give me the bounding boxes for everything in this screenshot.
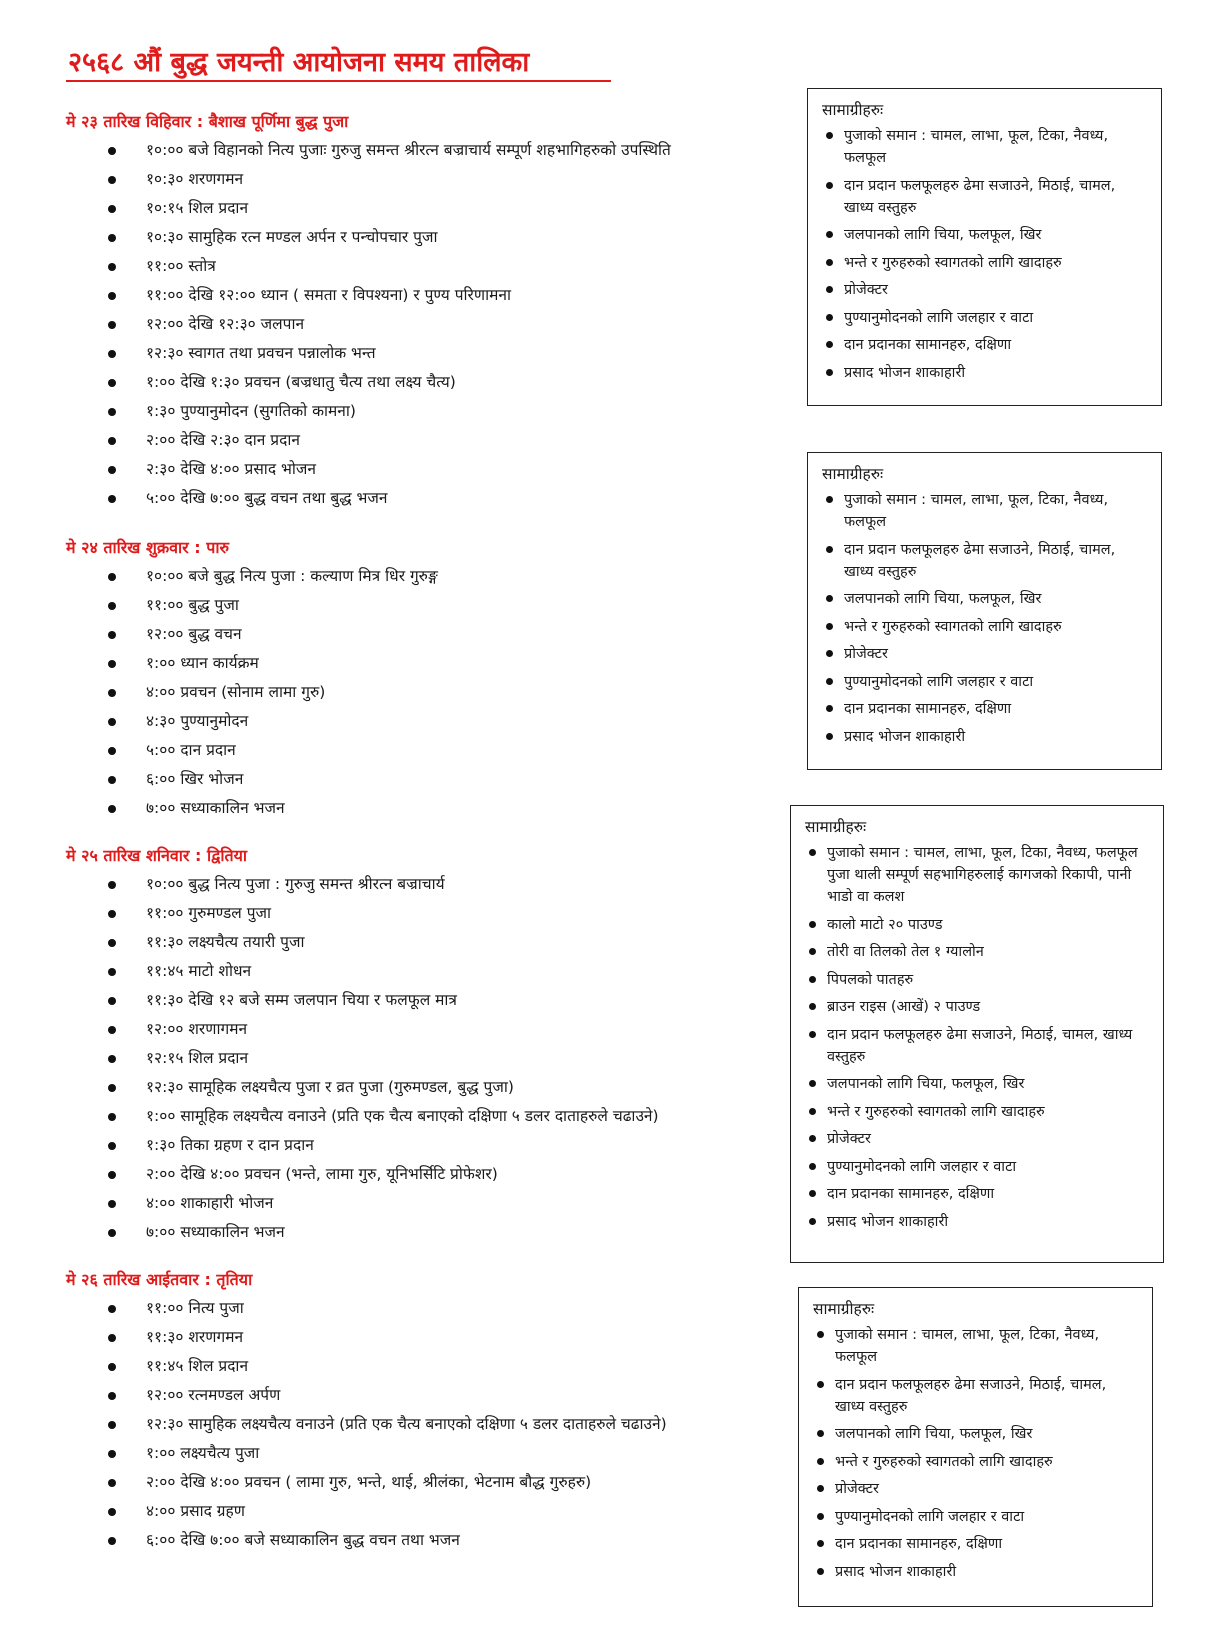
material-item: प्रोजेक्टर <box>813 1478 1140 1500</box>
schedule-item: १०:३० सामुहिक रत्न मण्डल अर्पन र पन्चोपचार पुजा <box>0 223 671 252</box>
schedule-item: ११:०० स्तोत्र <box>0 252 671 281</box>
material-item: दान प्रदान फलफूलहरु ढेमा सजाउने, मिठाई, चामल, खाध्य वस्तुहरु <box>822 175 1149 219</box>
material-item: प्रसाद भोजन शाकाहारी <box>805 1211 1151 1233</box>
material-item: भन्ते र गुरुहरुको स्वागतको लागि खादाहरु <box>822 616 1149 638</box>
materials-box-2 <box>807 452 1162 770</box>
materials-box-title: सामाग्रीहरुः <box>805 818 867 836</box>
schedule-item: ६:०० खिर भोजन <box>0 765 438 794</box>
material-item: दान प्रदानका सामानहरु, दक्षिणा <box>813 1533 1140 1555</box>
materials-list <box>805 842 1151 1233</box>
schedule-item: १:३० तिका ग्रहण र दान प्रदान <box>0 1131 659 1160</box>
schedule-item: ४:०० प्रसाद ग्रहण <box>0 1497 667 1526</box>
schedule-item: १२:०० शरणागमन <box>0 1015 659 1044</box>
day-heading-4: मे २६ तारिख आईतवार : तृतिया <box>66 1270 253 1289</box>
schedule-item: २:०० देखि ४:०० प्रवचन (भन्ते, लामा गुरु, यूनिभर्सिटि प्रोफेशर) <box>0 1160 659 1189</box>
material-item: पुण्यानुमोदनको लागि जलहार र वाटा <box>822 307 1149 329</box>
material-item: कालो माटो २० पाउण्ड <box>805 914 1151 936</box>
material-item: भन्ते र गुरुहरुको स्वागतको लागि खादाहरु <box>813 1451 1140 1473</box>
schedule-item: १२:३० सामूहिक लक्ष्यचैत्य पुजा र व्रत पुजा (गुरुमण्डल, बुद्ध पुजा) <box>0 1073 659 1102</box>
schedule-item: १२:१५ शिल प्रदान <box>0 1044 659 1073</box>
schedule-item: ११:०० देखि १२:०० ध्यान ( समता र विपश्यना) र पुण्य परिणामना <box>0 281 671 310</box>
day-heading-2: मे २४ तारिख शुक्रवार : पारु <box>66 538 230 557</box>
schedule-item: ११:३० शरणगमन <box>0 1323 667 1352</box>
material-item: प्रसाद भोजन शाकाहारी <box>822 726 1149 748</box>
material-item: प्रोजेक्टर <box>805 1128 1151 1150</box>
material-item: पुण्यानुमोदनको लागि जलहार र वाटा <box>813 1506 1140 1528</box>
schedule-item: ४:३० पुण्यानुमोदन <box>0 707 438 736</box>
schedule-item: ४:०० प्रवचन (सोनाम लामा गुरु) <box>0 678 438 707</box>
material-item: पुण्यानुमोदनको लागि जलहार र वाटा <box>805 1156 1151 1178</box>
schedule-item: १२:०० रत्नमण्डल अर्पण <box>0 1381 667 1410</box>
material-item: जलपानको लागि चिया, फलफूल, खिर <box>813 1423 1140 1445</box>
schedule-item: १०:१५ शिल प्रदान <box>0 194 671 223</box>
material-item: दान प्रदानका सामानहरु, दक्षिणा <box>805 1183 1151 1205</box>
schedule-item: १२:३० स्वागत तथा प्रवचन पन्नालोक भन्त <box>0 339 671 368</box>
title-underline <box>66 80 611 82</box>
schedule-item: ५:०० दान प्रदान <box>0 736 438 765</box>
schedule-item: १०:०० बजे बुद्ध नित्य पुजा : कल्याण मित्र धिर गुरुङ्ग <box>0 562 438 591</box>
materials-box-title: सामाग्रीहरुः <box>813 1300 875 1318</box>
schedule-item: ११:०० गुरुमण्डल पुजा <box>0 899 659 928</box>
materials-box-title: सामाग्रीहरुः <box>822 101 884 119</box>
material-item: पिपलको पातहरु <box>805 969 1151 991</box>
materials-box-1 <box>807 88 1162 406</box>
material-item: प्रसाद भोजन शाकाहारी <box>822 362 1149 384</box>
schedule-list-day-3 <box>0 870 659 1247</box>
material-item: दान प्रदानका सामानहरु, दक्षिणा <box>822 698 1149 720</box>
material-item: पुण्यानुमोदनको लागि जलहार र वाटा <box>822 671 1149 693</box>
schedule-list-day-1 <box>0 136 671 513</box>
schedule-item: १:३० पुण्यानुमोदन (सुगतिको कामना) <box>0 397 671 426</box>
schedule-item: ७:०० सध्याकालिन भजन <box>0 794 438 823</box>
material-item: प्रसाद भोजन शाकाहारी <box>813 1561 1140 1583</box>
materials-box-title: सामाग्रीहरुः <box>822 465 884 483</box>
schedule-item: ११:४५ माटो शोधन <box>0 957 659 986</box>
material-item: जलपानको लागि चिया, फलफूल, खिर <box>805 1073 1151 1095</box>
materials-list <box>822 489 1149 748</box>
material-item: पुजाको समान : चामल, लाभा, फूल, टिका, नैवध्य, फलफूल <box>822 489 1149 533</box>
schedule-item: ११:०० बुद्ध पुजा <box>0 591 438 620</box>
day-heading-1: मे २३ तारिख विहिवार : बैशाख पूर्णिमा बुद्ध पुजा <box>66 112 349 131</box>
material-item: दान प्रदानका सामानहरु, दक्षिणा <box>822 334 1149 356</box>
schedule-item: ७:०० सध्याकालिन भजन <box>0 1218 659 1247</box>
schedule-item: १:०० देखि १:३० प्रवचन (बज्रधातु चैत्य तथा लक्ष्य चैत्य) <box>0 368 671 397</box>
schedule-item: १२:०० बुद्ध वचन <box>0 620 438 649</box>
schedule-item: ११:३० लक्ष्यचैत्य तयारी पुजा <box>0 928 659 957</box>
schedule-list-day-4 <box>0 1294 667 1555</box>
material-item: प्रोजेक्टर <box>822 643 1149 665</box>
schedule-list-day-2 <box>0 562 438 823</box>
schedule-item: २:३० देखि ४:०० प्रसाद भोजन <box>0 455 671 484</box>
schedule-item: ११:३० देखि १२ बजे सम्म जलपान चिया र फलफूल मात्र <box>0 986 659 1015</box>
schedule-item: १०:०० बजे विहानको नित्य पुजाः गुरुजु समन्त श्रीरत्न बज्राचार्य सम्पूर्ण शहभागिहरुको उपस्थिति <box>0 136 671 165</box>
schedule-item: २:०० देखि ४:०० प्रवचन ( लामा गुरु, भन्ते, थाई, श्रीलंका, भेटनाम बौद्ध गुरुहरु) <box>0 1468 667 1497</box>
schedule-item: १:०० लक्ष्यचैत्य पुजा <box>0 1439 667 1468</box>
schedule-item: ११:४५ शिल प्रदान <box>0 1352 667 1381</box>
material-item: पुजाको समान : चामल, लाभा, फूल, टिका, नैवध्य, फलफूल <box>813 1324 1140 1368</box>
schedule-item: १०:३० शरणगमन <box>0 165 671 194</box>
material-item: भन्ते र गुरुहरुको स्वागतको लागि खादाहरु <box>805 1101 1151 1123</box>
material-item: दान प्रदान फलफूलहरु ढेमा सजाउने, मिठाई, चामल, खाध्य वस्तुहरु <box>805 1024 1151 1068</box>
material-item: जलपानको लागि चिया, फलफूल, खिर <box>822 588 1149 610</box>
schedule-item: ५:०० देखि ७:०० बुद्ध वचन तथा बुद्ध भजन <box>0 484 671 513</box>
material-item: ब्राउन राइस (आखें) २ पाउण्ड <box>805 996 1151 1018</box>
schedule-item: ४:०० शाकाहारी भोजन <box>0 1189 659 1218</box>
material-item: प्रोजेक्टर <box>822 279 1149 301</box>
material-item: तोरी वा तिलको तेल १ ग्यालोन <box>805 941 1151 963</box>
material-item: जलपानको लागि चिया, फलफूल, खिर <box>822 224 1149 246</box>
schedule-item: १०:०० बुद्ध नित्य पुजा : गुरुजु समन्त श्रीरत्न बज्राचार्य <box>0 870 659 899</box>
material-item: दान प्रदान फलफूलहरु ढेमा सजाउने, मिठाई, चामल, खाध्य वस्तुहरु <box>813 1374 1140 1418</box>
material-item: पुजाको समान : चामल, लाभा, फूल, टिका, नैवध्य, फलफूल <box>822 125 1149 169</box>
schedule-item: १२:०० देखि १२:३० जलपान <box>0 310 671 339</box>
schedule-item: २:०० देखि २:३० दान प्रदान <box>0 426 671 455</box>
schedule-item: ६:०० देखि ७:०० बजे सध्याकालिन बुद्ध वचन तथा भजन <box>0 1526 667 1555</box>
materials-box-4 <box>798 1287 1153 1607</box>
materials-list <box>813 1324 1140 1583</box>
schedule-item: ११:०० नित्य पुजा <box>0 1294 667 1323</box>
schedule-item: १२:३० सामुहिक लक्ष्यचैत्य वनाउने (प्रति एक चैत्य बनाएको दक्षिणा ५ डलर दाताहरुले चढाउने) <box>0 1410 667 1439</box>
material-item: दान प्रदान फलफूलहरु ढेमा सजाउने, मिठाई, चामल, खाध्य वस्तुहरु <box>822 539 1149 583</box>
materials-box-3 <box>790 805 1164 1263</box>
schedule-item: १:०० सामूहिक लक्ष्यचैत्य वनाउने (प्रति एक चैत्य बनाएको दक्षिणा ५ डलर दाताहरुले चढाउने) <box>0 1102 659 1131</box>
day-heading-3: मे २५ तारिख शनिवार : द्वितिया <box>66 846 248 865</box>
schedule-item: १:०० ध्यान कार्यक्रम <box>0 649 438 678</box>
page-title: २५६८ औं बुद्ध जयन्ती आयोजना समय तालिका <box>68 47 530 78</box>
material-item: भन्ते र गुरुहरुको स्वागतको लागि खादाहरु <box>822 252 1149 274</box>
materials-list <box>822 125 1149 384</box>
material-item: पुजाको समान : चामल, लाभा, फूल, टिका, नैवध्य, फलफूल पुजा थाली सम्पूर्ण सहभागिहरुलाई कागजको रिकापी, पानी भाडो वा कलश <box>805 842 1151 908</box>
